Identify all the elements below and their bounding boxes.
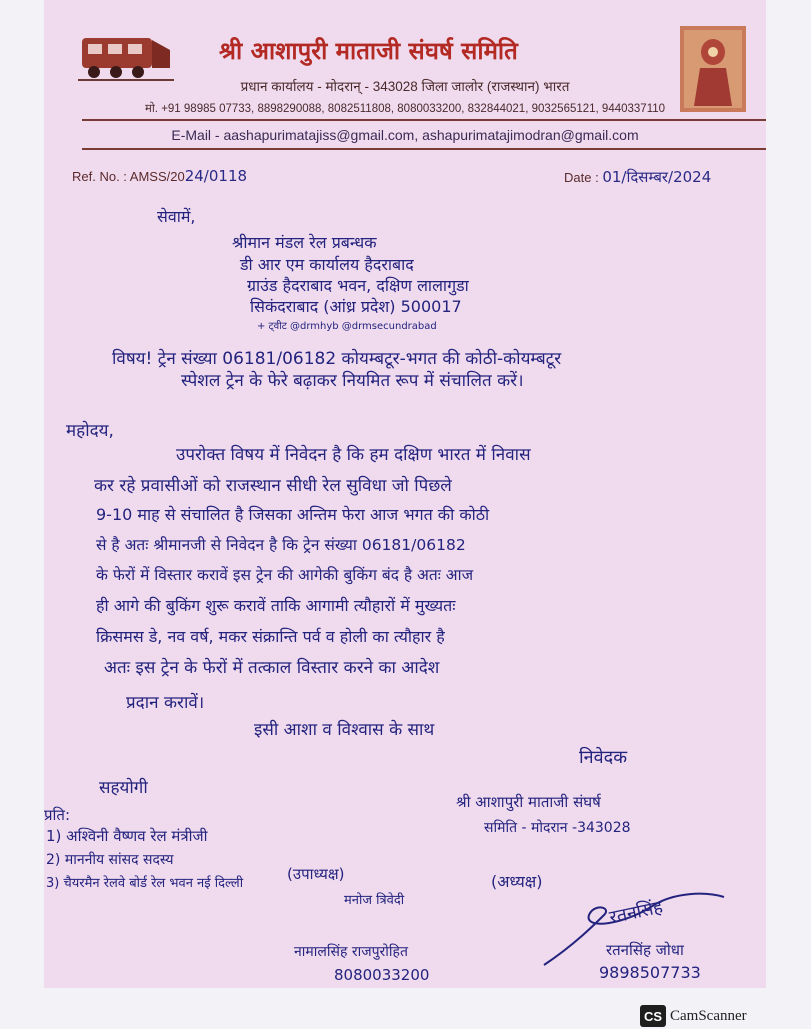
cc-label: प्रति: — [44, 806, 71, 824]
twitter-tags: + ट्वीट @drmhyb @drmsecundrabad — [257, 321, 437, 332]
body-line: 9-10 माह से संचालित है जिसका अन्तिम फेरा आज भगत की कोठी — [96, 505, 490, 524]
left-signer-phone: 8080033200 — [334, 966, 430, 984]
sahayak-heading: सहयोगी — [99, 778, 148, 798]
cc-item: 1) अश्विनी वैष्णव रेल मंत्रीजी — [46, 827, 208, 845]
address-line: सिकंदराबाद (आंध्र प्रदेश) 500017 — [250, 297, 462, 316]
ref-value: 24/0118 — [184, 167, 248, 185]
train-logo-icon — [78, 28, 174, 84]
header-divider-bottom — [82, 148, 766, 150]
date-value: 01/दिसम्बर/2024 — [602, 168, 712, 186]
signature-name: मनोज त्रिवेदी — [344, 893, 405, 908]
right-signer-phone: 9898507733 — [599, 963, 701, 982]
vice-president-label: (उपाध्यक्ष) — [287, 865, 345, 883]
reference-number — [72, 167, 247, 185]
body-line: प्रदान करावें। — [126, 693, 205, 713]
org-signature: श्री आशापुरी माताजी संघर्ष — [456, 793, 601, 811]
signature-name: रतनसिंह — [607, 896, 665, 929]
office-address: प्रधान कार्यालय - मोदरान् - 343028 जिला जालोर (राजस्थान) भारत — [240, 79, 570, 94]
camscanner-brand: CamScanner — [670, 1007, 747, 1024]
body-line: से है अतः श्रीमानजी से निवेदन है कि ट्रेन संख्या 06181/06182 — [96, 536, 466, 554]
subject-line: स्पेशल ट्रेन के फेरे बढ़ाकर नियमित रूप में संचालित करें। — [181, 371, 524, 391]
body-line: के फेरों में विस्तार करावें इस ट्रेन की आगेकी बुकिंग बंद है अतः आज — [96, 566, 474, 584]
left-signer-name: नामालसिंह राजपुरोहित — [294, 944, 408, 960]
email-line: E-Mail - aashapurimatajiss@gmail.com, ashapurimatajimodran@gmail.com — [171, 127, 639, 143]
header-divider-top — [82, 119, 766, 121]
subject-line: विषय! ट्रेन संख्या 06181/06182 कोयम्बटूर-भगत की कोठी-कोयम्बटूर — [112, 349, 562, 369]
address-line: श्रीमान मंडल रेल प्रबन्धक — [232, 233, 377, 252]
body-line: अतः इस ट्रेन के फेरों में तत्काल विस्तार करने का आदेश — [104, 658, 440, 678]
body-line: उपरोक्त विषय में निवेदन है कि हम दक्षिण भारत में निवास — [176, 445, 531, 465]
signature-scribble-icon — [534, 885, 744, 975]
cc-item: 2) माननीय सांसद सदस्य — [46, 852, 174, 868]
ref-label: Ref. No. : AMSS/20 — [72, 169, 185, 184]
right-signer-name: रतनसिंह जोधा — [606, 941, 684, 959]
closing-nivedak: निवेदक — [579, 747, 628, 768]
president-label: (अध्यक्ष) — [491, 872, 543, 891]
organization-name: श्री आशापुरी माताजी संघर्ष समिति — [219, 36, 518, 65]
body-line: कर रहे प्रवासीओं को राजस्थान सीधी रेल सुविधा जो पिछले — [94, 476, 452, 496]
deity-image-icon — [680, 26, 746, 112]
closing-hope: इसी आशा व विश्वास के साथ — [254, 720, 435, 740]
camscanner-watermark — [640, 1005, 747, 1027]
address-line: डी आर एम कार्यालय हैदराबाद — [240, 255, 414, 274]
body-line: क्रिसमस डे, नव वर्ष, मकर संक्रान्ति पर्व व होली का त्यौहार है — [96, 627, 445, 646]
phone-numbers: मो. +91 98985 07733, 8898290088, 8082511808, 8080033200, 832844021, 9032565121, 9440337110 — [144, 103, 666, 115]
date-field — [564, 167, 711, 187]
address-line: ग्राउंड हैदराबाद भवन, दक्षिण लालागुडा — [247, 276, 469, 295]
body-line: ही आगे की बुकिंग शुरू करावें ताकि आगामी त्यौहारों में मुख्यतः — [96, 596, 456, 615]
greeting: महोदय, — [66, 421, 114, 441]
org-signature-line: समिति - मोदरान -343028 — [484, 820, 631, 836]
cc-item: 3) चैयरमैन रेलवे बोर्ड रेल भवन नई दिल्ली — [46, 876, 244, 891]
letter-paper — [44, 0, 766, 988]
camscanner-logo: CS — [640, 1005, 666, 1027]
date-label: Date : — [564, 170, 599, 185]
salutation-to: सेवामें, — [157, 207, 196, 226]
